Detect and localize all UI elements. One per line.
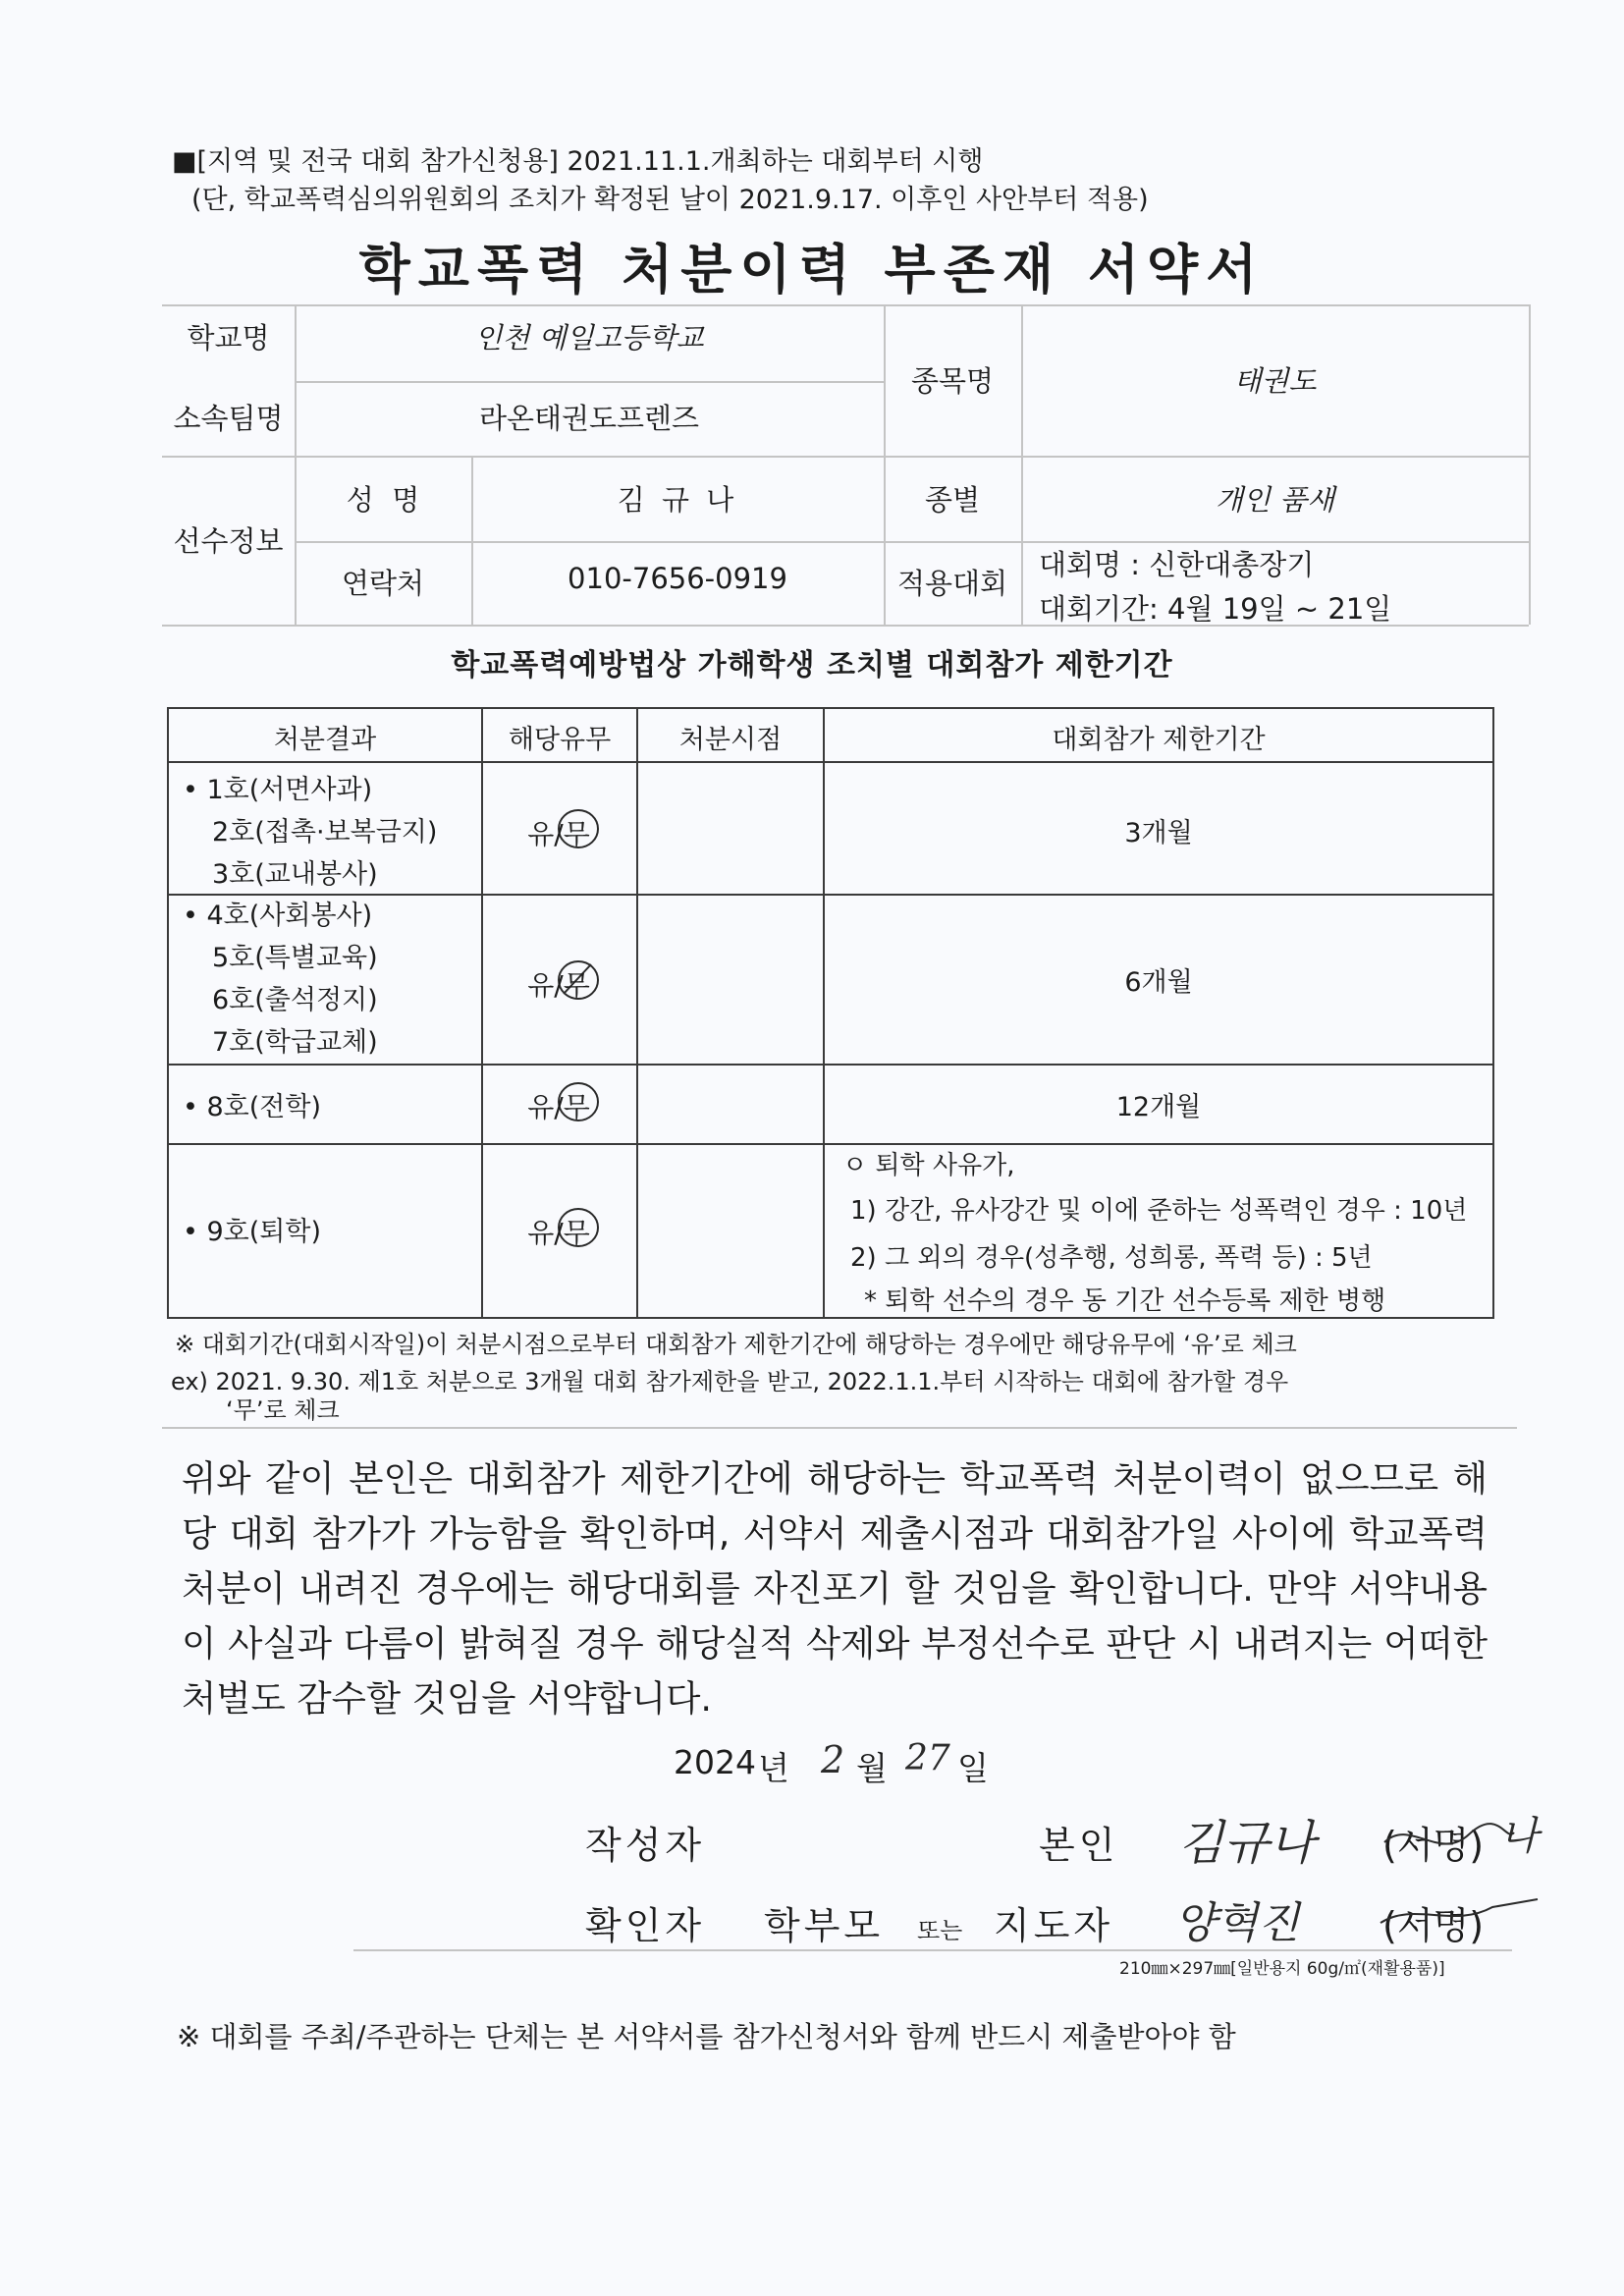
mark-text: 유/무 [527,1217,590,1249]
disposition-item: • 8호(전학) [183,1092,321,1122]
coach-signature: 양혁진 [1174,1898,1300,1948]
date-year: 2024 [674,1743,756,1781]
restriction-period: 3개월 [1124,818,1193,848]
competition-label: 적용대회 [896,567,1008,600]
restriction-period: 6개월 [1124,967,1193,998]
disposition-item: • 9호(퇴학) [183,1217,321,1247]
disposition-item: 5호(특별교육) [212,943,378,973]
disposition-item: • 1호(서면사과) [183,775,373,805]
signature-scribble [1380,1813,1518,1872]
applicable-mark [505,805,613,854]
col-header-applicable: 해당유무 [508,725,612,755]
date-month-unit: 월 [856,1749,888,1787]
player-info-label: 선수정보 [173,524,284,558]
note-example: ex) 2021. 9.30. 제1호 처분으로 3개월 대회 참가제한을 받고, 2022.1.1.부터 시작하는 대회에 참가할 경우 [171,1368,1289,1395]
expulsion-reason: * 퇴학 선수의 경우 동 기간 선수등록 제한 병행 [864,1286,1386,1316]
date-day-handwritten: 27 [905,1738,950,1778]
divider [353,1949,1512,1951]
disposition-item: • 4호(사회봉사) [183,901,373,931]
mark-text: 유/무 [527,969,590,1002]
disposition-item: 3호(교내봉사) [212,859,378,890]
self-label: 본인 [1039,1824,1119,1867]
expulsion-reason: ㅇ 퇴학 사유가, [842,1151,1015,1180]
expulsion-reason: 2) 그 외의 경우(성추행, 성희롱, 폭력 등) : 5년 [850,1243,1373,1273]
competition-period: 대회기간: 4월 19일 ~ 21일 [1039,592,1392,626]
disposition-item: 6호(출석정지) [212,985,378,1015]
signature-scribble [1375,1889,1542,1948]
applicable-mark [505,1204,613,1253]
writer-label: 작성자 [585,1824,706,1867]
applicable-mark [505,1078,613,1127]
divider [162,1427,1517,1429]
disposition-item: 7호(학급교체) [212,1027,378,1058]
school-value: 인천 예일고등학교 [474,321,704,355]
applicable-mark [505,957,613,1006]
name-label: 성 명 [346,483,420,517]
contact-value: 010-7656-0919 [568,562,787,595]
document-title: 학교폭력 처분이력 부존재 서약서 [358,239,1266,301]
col-header-period: 대회참가 제한기간 [1052,725,1266,755]
or-label: 또는 [917,1917,963,1944]
note-example-cont: ‘무’로 체크 [226,1396,340,1424]
seal1: (서명) [1382,1824,1485,1867]
date-year-unit: 년 [758,1749,789,1787]
seal1-handwritten-extra: 나 [1500,1814,1539,1859]
competition-name: 대회명 : 신한대총장기 [1039,548,1315,581]
date-day-unit: 일 [957,1749,989,1787]
col-header-result: 처분결과 [273,725,377,755]
disposition-item: 2호(접촉·보복금지) [212,817,438,847]
category-value: 개인 품새 [1215,483,1335,517]
expulsion-reason: 1) 강간, 유사강간 및 이에 준하는 성폭력인 경우 : 10년 [850,1196,1468,1226]
restriction-table-title: 학교폭력예방법상 가해학생 조치별 대회참가 제한기간 [451,648,1173,683]
paper-spec: 210㎜×297㎜[일반용지 60g/㎡(재활용품)] [1119,1959,1445,1979]
self-signature: 김규나 [1178,1816,1316,1871]
mark-text: 유/무 [527,1091,590,1123]
team-label: 소속팀명 [173,402,284,435]
header-notice-line2: (단, 학교폭력심의위원회의 조치가 확정된 날이 2021.9.17. 이후인 사안부터 적용) [191,185,1149,215]
footer-notice: ※ 대회를 주최/주관하는 단체는 본 서약서를 참가신청서와 함께 반드시 제출받아야 함 [177,2020,1236,2053]
coach-label: 지도자 [994,1904,1114,1947]
note-check-rule: ※ 대회기간(대회시작일)이 처분시점으로부터 대회참가 제한기간에 해당하는 경우에만 해당유무에 ‘유’로 체크 [175,1331,1297,1358]
name-value: 김 규 나 [617,483,738,517]
header-notice-line1: ■[지역 및 전국 대회 참가신청용] 2021.11.1.개최하는 대회부터 시행 [172,146,984,177]
col-header-date: 처분시점 [678,725,783,755]
confirmer-label: 확인자 [585,1904,706,1947]
school-label: 학교명 [187,321,270,355]
mark-text: 유/무 [527,818,590,850]
seal2: (서명) [1382,1904,1485,1947]
pledge-text: 위와 같이 본인은 대회참가 제한기간에 해당하는 학교폭력 처분이력이 없으므로 해당 대회 참가가 가능함을 확인하며, 서약서 제출시점과 대회참가일 사이에 학교폭력 처분이 내려진 경우에는 해당대회를 자진포기 할 것임을 확인합니다. 만약 서약내용이 사실과 다름이 밝혀질 경우 해당실적 삭제와 부정선수로 판단 시 내려지는 어떠한 처벌도 감수할 것임을 서약합니다. [182,1457,1488,1720]
date-month-handwritten: 2 [821,1738,845,1781]
category-label: 종별 [924,483,981,517]
parent-label: 학부모 [764,1904,885,1947]
contact-label: 연락처 [341,567,425,600]
team-value: 라온태권도프렌즈 [478,402,700,435]
event-value: 태권도 [1233,364,1317,398]
restriction-period: 12개월 [1115,1092,1202,1122]
event-label: 종목명 [910,364,995,398]
